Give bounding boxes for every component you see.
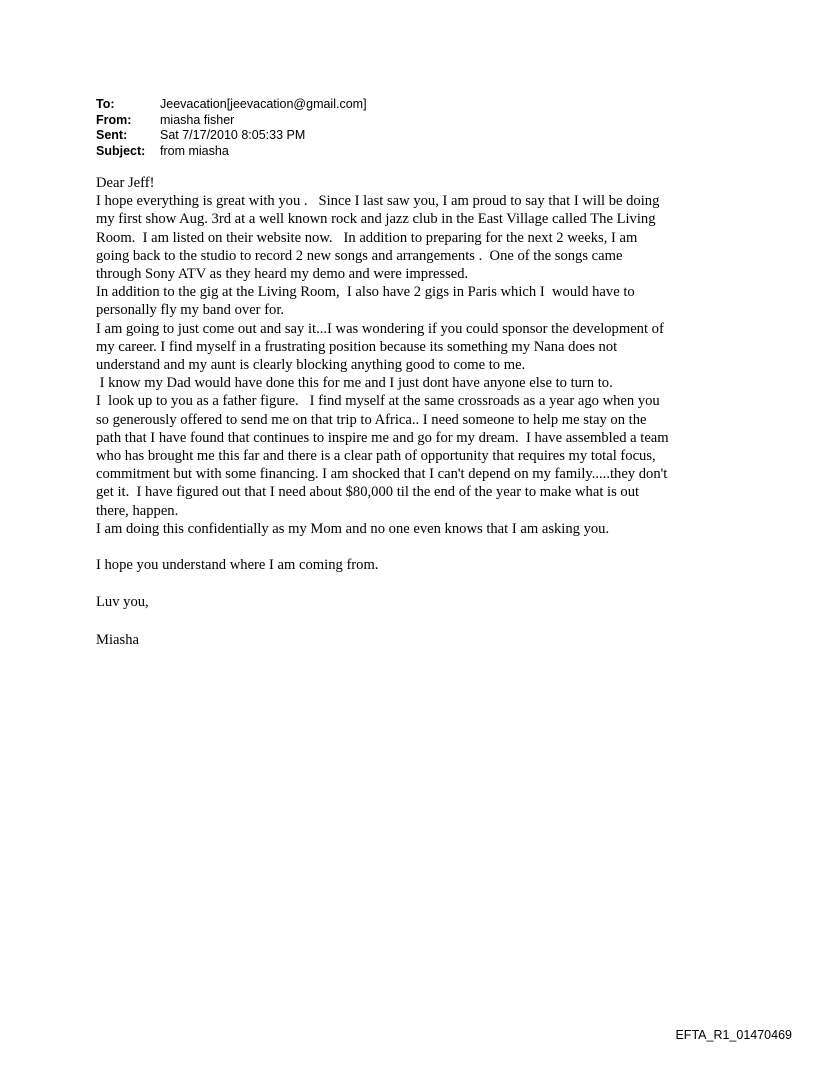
body-line: understand and my aunt is clearly blocking anything good to come to me.: [96, 357, 526, 374]
from-value: miasha fisher: [160, 112, 235, 127]
body-line: going back to the studio to record 2 new songs and arrangements . One of the songs came: [96, 247, 623, 264]
to-row: [96, 97, 367, 113]
body-line: through Sony ATV as they heard my demo and were impressed.: [96, 266, 469, 283]
body-line: personally fly my band over for.: [96, 302, 285, 319]
blank-line: [96, 538, 736, 556]
to-value: Jeevacation[jeevacation@gmail.com]: [160, 97, 367, 111]
body-line: my first show Aug. 3rd at a well known rock and jazz club in the East Village called The Living: [96, 211, 656, 228]
subject-value: from miasha: [160, 143, 229, 158]
body-line: I know my Dad would have done this for me and I just dont have anyone else to turn to.: [96, 375, 613, 392]
body-line: I look up to you as a father figure. I find myself at the same crossroads as a year ago when you: [96, 393, 660, 410]
sent-row: [96, 128, 367, 144]
document-id: EFTA_R1_01470469: [675, 1028, 792, 1042]
closing-line: I hope you understand where I am coming from.: [96, 557, 379, 574]
signature-line: Miasha: [96, 631, 139, 648]
signoff-line: Luv you,: [96, 594, 149, 611]
body-line: who has brought me this far and there is a clear path of opportunity that requires my total focus,: [96, 448, 656, 465]
body-line: so generously offered to send me on that trip to Africa.. I need someone to help me stay on the: [96, 411, 647, 428]
blank-line: [96, 612, 736, 631]
greeting-line: Dear Jeff!: [96, 175, 155, 191]
subject-row: [96, 144, 367, 160]
body-line: In addition to the gig at the Living Room, I also have 2 gigs in Paris which I would have to: [96, 284, 635, 301]
email-header: [96, 97, 367, 159]
body-line: Room. I am listed on their website now. In addition to preparing for the next 2 weeks, I am: [96, 229, 638, 246]
body-line: path that I have found that continues to inspire me and go for my dream. I have assembled a team: [96, 429, 669, 446]
sent-value: Sat 7/17/2010 8:05:33 PM: [160, 128, 306, 142]
from-label: From:: [96, 112, 132, 127]
body-line: I am going to just come out and say it...I was wondering if you could sponsor the development of: [96, 320, 664, 337]
sent-label: Sent:: [96, 128, 128, 142]
body-line: get it. I have figured out that I need about $80,000 til the end of the year to make what is out: [96, 484, 640, 501]
to-label: To:: [96, 97, 115, 111]
body-line: there, happen.: [96, 502, 179, 519]
blank-line: [96, 574, 736, 593]
body-line: my career. I find myself in a frustrating position because its something my Nana does not: [96, 338, 618, 355]
from-row: [96, 113, 367, 129]
email-body: [96, 174, 736, 649]
subject-label: Subject:: [96, 143, 146, 158]
body-line: I hope everything is great with you . Since I last saw you, I am proud to say that I will be doing: [96, 193, 660, 210]
body-line: I am doing this confidentially as my Mom and no one even knows that I am asking you.: [96, 520, 610, 537]
body-line: commitment but with some financing. I am shocked that I can't depend on my family.....they don't: [96, 466, 668, 483]
